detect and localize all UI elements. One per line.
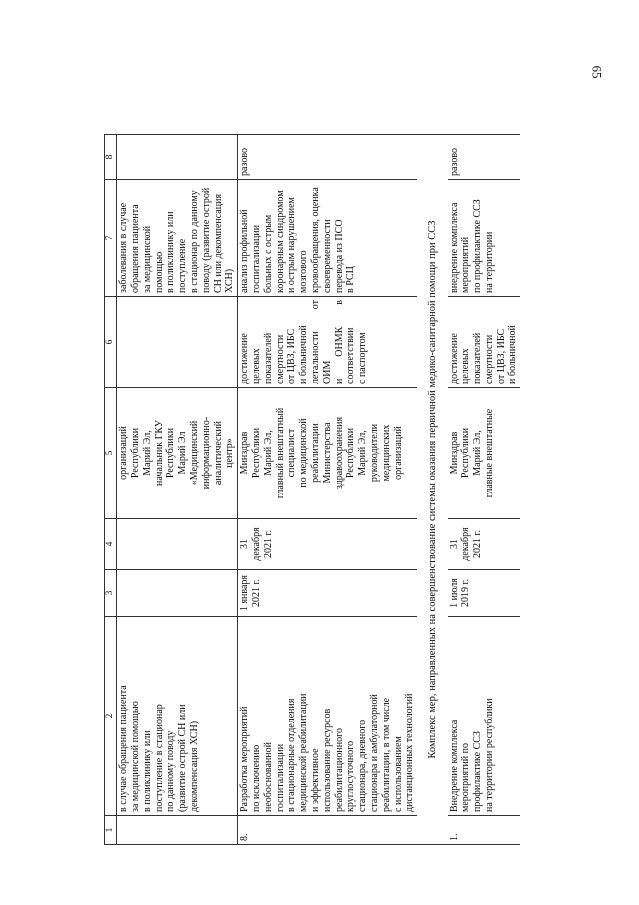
header-col-1: 1	[105, 816, 117, 845]
row-number: 1.	[448, 816, 521, 845]
measures-table	[104, 134, 520, 845]
cell-responsible: Минздрав Республики Марий Эл, главный внештатный специалист по медицинской реабилитации Министерства здравоохранения Республики Марий Эл, руководители медицинских организаций	[238, 388, 417, 519]
cell-end-date: 31 декабря 2021 г.	[448, 519, 521, 570]
table-row-8	[238, 135, 417, 845]
cell-measure: Разработка мероприятий по исключению необоснованной госпитализации в стационарные отделения медицинской реабилитации и эффективное использование ресурсов реабилитационного круглосуточного стационара, дневного стационара и амбулаторной реабилитации, в том числе с использованием дистанционных технологий	[238, 617, 417, 816]
header-col-4: 4	[105, 519, 117, 570]
header-col-2: 2	[105, 617, 117, 816]
table-row-continuation	[117, 135, 238, 845]
cell-result: анализ профильной госпитализации больных с острым коронарным синдромом и острым нарушением мозгового кровообращения, оценка своевременности перевода из ПСО в РСЦ	[238, 180, 417, 297]
section-title: Комплекс мер, направленных на совершенствование системы оказания первичной медико-санитарной помощи при ССЗ	[417, 135, 447, 845]
table-header-row	[105, 135, 117, 845]
header-col-3: 3	[105, 570, 117, 617]
cell-frequency: разово	[238, 135, 417, 180]
header-col-6: 6	[105, 297, 117, 388]
header-col-8: 8	[105, 135, 117, 180]
cell-start-date: 1 января 2021 г.	[238, 570, 417, 617]
row-number: 8.	[238, 816, 417, 845]
cell-measure: в случае обращения пациента за медицинской помощью в поликлинику или поступление в стационар по данному поводу (развитие острой СН или декомпенсация ХСН)	[117, 617, 238, 816]
section-row	[417, 135, 447, 845]
table-row-1	[448, 135, 521, 845]
cell-result: внедрение комплекса мероприятий по профилактике ССЗ на территории	[448, 180, 521, 297]
cell-frequency: разово	[448, 135, 521, 180]
page-number: 65	[589, 65, 605, 79]
cell-indicator: достижение целевых показателей смертности от ЦВЗ, ИБС и больничной летальности от ОИМ и ОНМК в соответствии с паспортом	[238, 297, 417, 388]
cell-responsible: организаций Республики Марий Эл, начальник ГКУ Республики Марий Эл «Медицинский информационно- аналитический центр»	[117, 388, 238, 519]
cell-end-date: 31 декабря 2021 г.	[238, 519, 417, 570]
header-col-7: 7	[105, 180, 117, 297]
cell-measure: Внедрение комплекса мероприятий по профилактике ССЗ на территории республики	[448, 617, 521, 816]
cell-result: заболевания в случае обращения пациента за медицинской помощью в поликлинику или поступление в стационар по данному поводу (развитие острой СН или декомпенсация ХСН)	[117, 180, 238, 297]
cell-responsible: Минздрав Республики Марий Эл, главные внештатные	[448, 388, 521, 519]
cell-start-date: 1 июля 2019 г.	[448, 570, 521, 617]
cell-indicator: достижение целевых показателей смертности от ЦВЗ, ИБС и больничной	[448, 297, 521, 388]
header-col-5: 5	[105, 388, 117, 519]
